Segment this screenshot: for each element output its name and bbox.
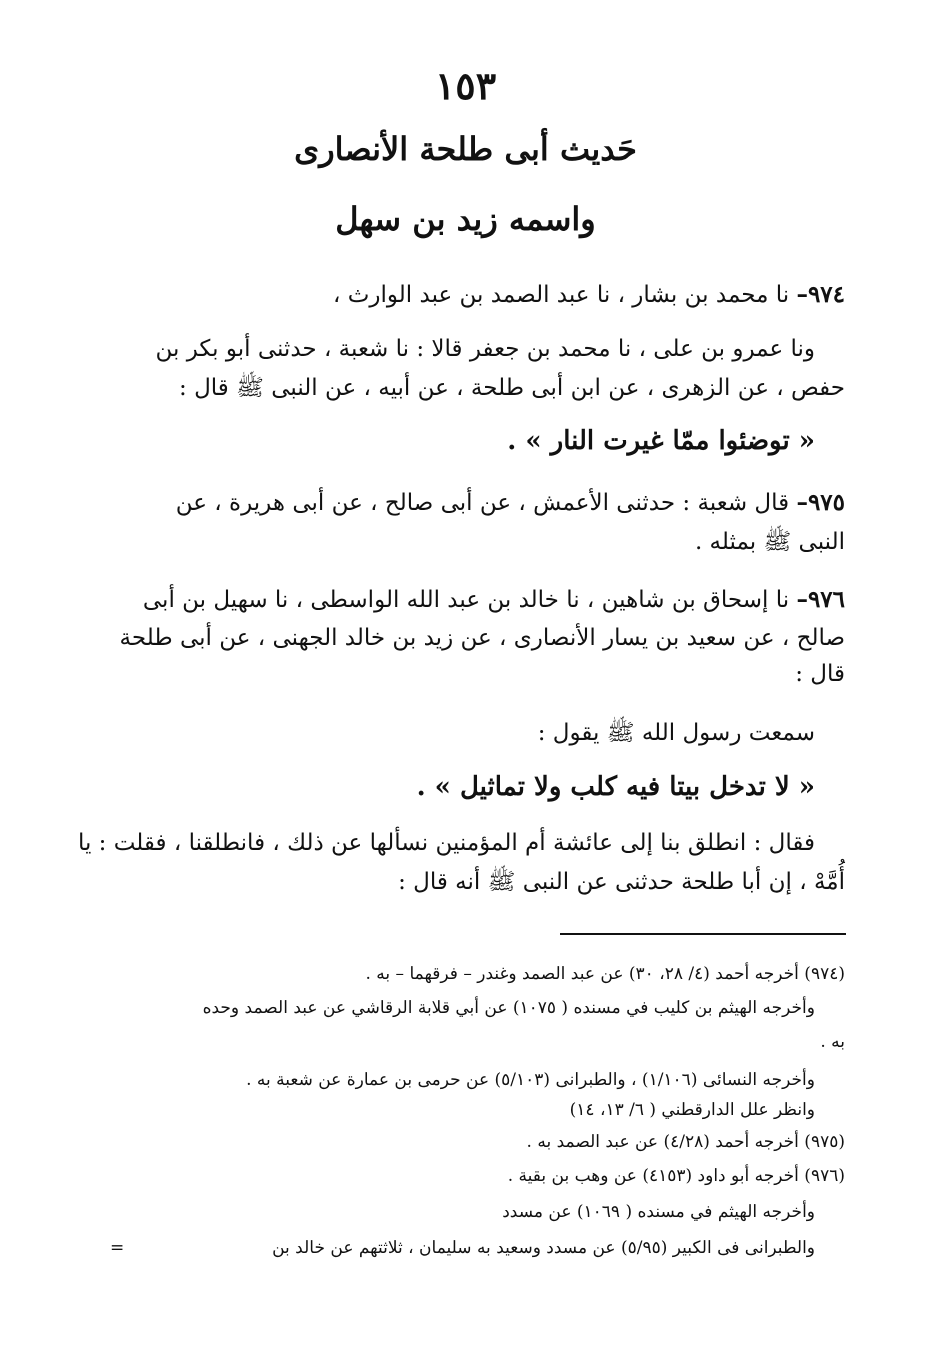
hadith-number-975: ٩٧٥–: [796, 489, 845, 516]
footnote-976-line-3: [110, 1234, 815, 1262]
footnote-974: (٩٧٤) أخرجه أحمد (٤/ ٢٨، ٣٠) عن عبد الصمد وغندر – فرقهما – به .: [365, 964, 845, 984]
hadith-975-line-1: [176, 486, 845, 520]
footnote-974-line-3: به .: [820, 1032, 845, 1052]
hadith-976-line-4: سمعت رسول الله ﷺ يقول :: [537, 720, 815, 746]
footnote-separator: [560, 933, 846, 935]
hadith-976-line-1: [143, 583, 845, 617]
footnote-976: (٩٧٦) أخرجه أبو داود (٤١٥٣) عن وهب بن بقية .: [507, 1166, 845, 1186]
footnote-974-line-2: وأخرجه الهيثم بن كليب في مسنده ( ١٠٧٥) عن أبي قلابة الرقاشي عن عبد الصمد وحده: [202, 998, 815, 1018]
hadith-976-after-line-2: أُمَّهْ ، إن أبا طلحة حدثنى عن النبى ﷺ أنه قال :: [398, 869, 845, 895]
page-number: ١٥٣: [434, 63, 497, 108]
hadith-975-line-2: النبى ﷺ بمثله .: [694, 529, 845, 555]
hadith-text: قال شعبة : حدثنى الأعمش ، عن أبى صالح ، عن أبى هريرة ، عن: [175, 490, 790, 516]
hadith-text: نا محمد بن بشار ، نا عبد الصمد بن عبد الوارث ،: [333, 282, 790, 308]
hadith-number-976: ٩٧٦–: [796, 586, 845, 613]
continuation-mark: =: [110, 1238, 125, 1258]
hadith-976-quote: « لا تدخل بيتا فيه كلب ولا تماثيل » .: [416, 772, 815, 802]
chapter-subtitle: واسمه زيد بن سهل: [335, 200, 596, 238]
hadith-974-line-2: ونا عمرو بن على ، نا محمد بن جعفر قالا : نا شعبة ، حدثنى أبو بكر بن: [155, 336, 815, 362]
hadith-976-after-line-1: فقال : انطلق بنا إلى عائشة أم المؤمنين نسألها عن ذلك ، فانطلقنا ، فقلت : يا: [77, 830, 815, 856]
footnote-976-line-2: وأخرجه الهيثم في مسنده ( ١٠٦٩) عن مسدد: [502, 1202, 815, 1222]
hadith-974-quote: « توضئوا ممّا غيرت النار » .: [507, 426, 815, 456]
hadith-974-line-1: [333, 278, 845, 312]
hadith-976-line-2: صالح ، عن سعيد بن يسار الأنصارى ، عن زيد بن خالد الجهنى ، عن أبى طلحة: [119, 625, 845, 651]
footnote-974-line-4: وأخرجه النسائى (١/١٠٦) ، والطبرانى (٥/١٠٣) عن حرمى بن عمارة عن شعبة به .: [246, 1070, 815, 1090]
footnote-974-line-5: وانظر علل الدارقطني ( ٦/ ١٣، ١٤): [569, 1100, 815, 1120]
hadith-number-974: ٩٧٤–: [796, 281, 845, 308]
hadith-976-line-3: قال :: [795, 661, 845, 687]
footnote-975: (٩٧٥) أخرجه أحمد (٤/٢٨) عن عبد الصمد به .: [526, 1132, 845, 1152]
hadith-text: نا إسحاق بن شاهين ، نا خالد بن عبد الله الواسطى ، نا سهيل بن أبى: [142, 587, 790, 613]
hadith-974-line-3: حفص ، عن الزهرى ، عن ابن أبى طلحة ، عن أبيه ، عن النبى ﷺ قال :: [179, 375, 845, 401]
chapter-title: حَديث أبى طلحة الأنصارى: [294, 130, 637, 168]
footnote-text: والطبرانى فى الكبير (٥/٩٥) عن مسدد وسعيد به سليمان ، ثلاثتهم عن خالد بن: [272, 1238, 815, 1258]
